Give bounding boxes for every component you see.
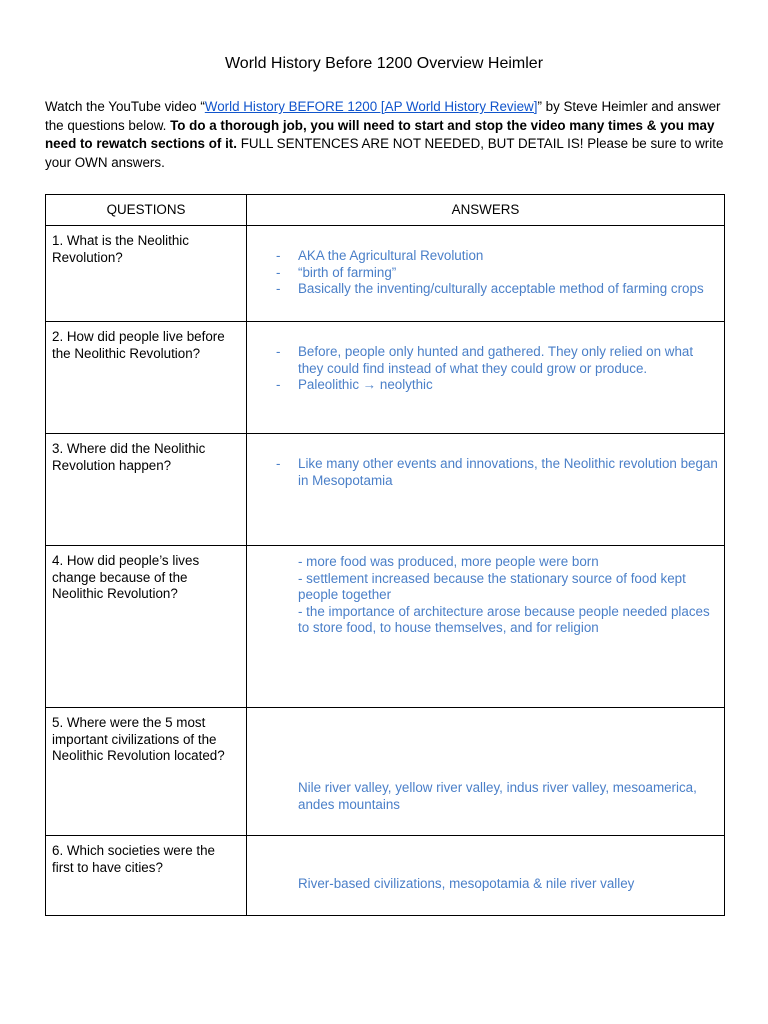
- table-row: [46, 546, 725, 708]
- video-link[interactable]: World History BEFORE 1200 [AP World History Review]: [204, 99, 538, 114]
- answer-text: neolythic: [376, 377, 433, 392]
- answer-cell[interactable]: [247, 546, 725, 708]
- header-questions: QUESTIONS: [46, 195, 247, 226]
- answer-cell[interactable]: [247, 836, 725, 916]
- answer-cell[interactable]: [247, 322, 725, 434]
- answer-list: [298, 344, 718, 394]
- instructions-text-3: FULL SENTENCES ARE NOT NEEDED, BUT DETAIL IS! Please be sure to write your OWN answers.: [45, 136, 724, 171]
- answer-item: - Before, people only hunted and gathered. They only relied on what they could find instead of what they could grow or produce.: [298, 344, 718, 377]
- instructions-bold-text: To do a thorough job, you will need to start and stop the video many times & you may need to rewatch sections of it.: [45, 117, 715, 152]
- questions-table: [45, 194, 725, 916]
- header-answers: ANSWERS: [247, 195, 725, 226]
- answer-list: [298, 456, 718, 489]
- arrow-right-icon: →: [362, 377, 377, 392]
- answer-text: River-based civilizations, mesopotamia & nile river valley: [298, 876, 635, 891]
- question-cell: 1. What is the Neolithic Revolution?: [46, 226, 247, 322]
- answer-line: - the importance of architecture arose because people needed places to store food, to house themselves, and for religion: [298, 603, 710, 635]
- table-row: [46, 322, 725, 434]
- answer-line: - more food was produced, more people were born: [298, 554, 599, 569]
- instructions-paragraph: [45, 98, 725, 173]
- question-cell: 3. Where did the Neolithic Revolution happen?: [46, 434, 247, 546]
- instructions-text-1: Watch the YouTube video “: [45, 99, 205, 114]
- answer-item: - AKA the Agricultural Revolution: [298, 248, 718, 265]
- answer-text: Paleolithic: [298, 377, 363, 392]
- answer-item: - Like many other events and innovations, the Neolithic revolution began in Mesopotamia: [298, 456, 718, 489]
- answer-cell[interactable]: [247, 226, 725, 322]
- table-row: [46, 836, 725, 916]
- table-row: [46, 226, 725, 322]
- answer-text: Nile river valley, yellow river valley, indus river valley, mesoamerica, andes mountains: [298, 780, 697, 812]
- answer-cell[interactable]: [247, 434, 725, 546]
- answer-list: [298, 248, 718, 298]
- table-row: [46, 434, 725, 546]
- table-header-row: [46, 195, 725, 226]
- question-cell: 4. How did people’s lives change because of the Neolithic Revolution?: [46, 546, 247, 708]
- table-row: [46, 708, 725, 836]
- question-cell: 5. Where were the 5 most important civilizations of the Neolithic Revolution located?: [46, 708, 247, 836]
- answer-item: [298, 377, 718, 394]
- question-cell: 2. How did people live before the Neolithic Revolution?: [46, 322, 247, 434]
- answer-line: - settlement increased because the stationary source of food kept people together: [298, 570, 686, 602]
- answer-cell[interactable]: [247, 708, 725, 836]
- answer-item: - “birth of farming”: [298, 265, 718, 282]
- question-cell: 6. Which societies were the first to have cities?: [46, 836, 247, 916]
- page-title: World History Before 1200 Overview Heimler: [224, 55, 544, 72]
- answer-item: - Basically the inventing/culturally acceptable method of farming crops: [298, 281, 718, 298]
- instructions-text-2: ” by Steve Heimler and answer the questions below.: [45, 99, 721, 133]
